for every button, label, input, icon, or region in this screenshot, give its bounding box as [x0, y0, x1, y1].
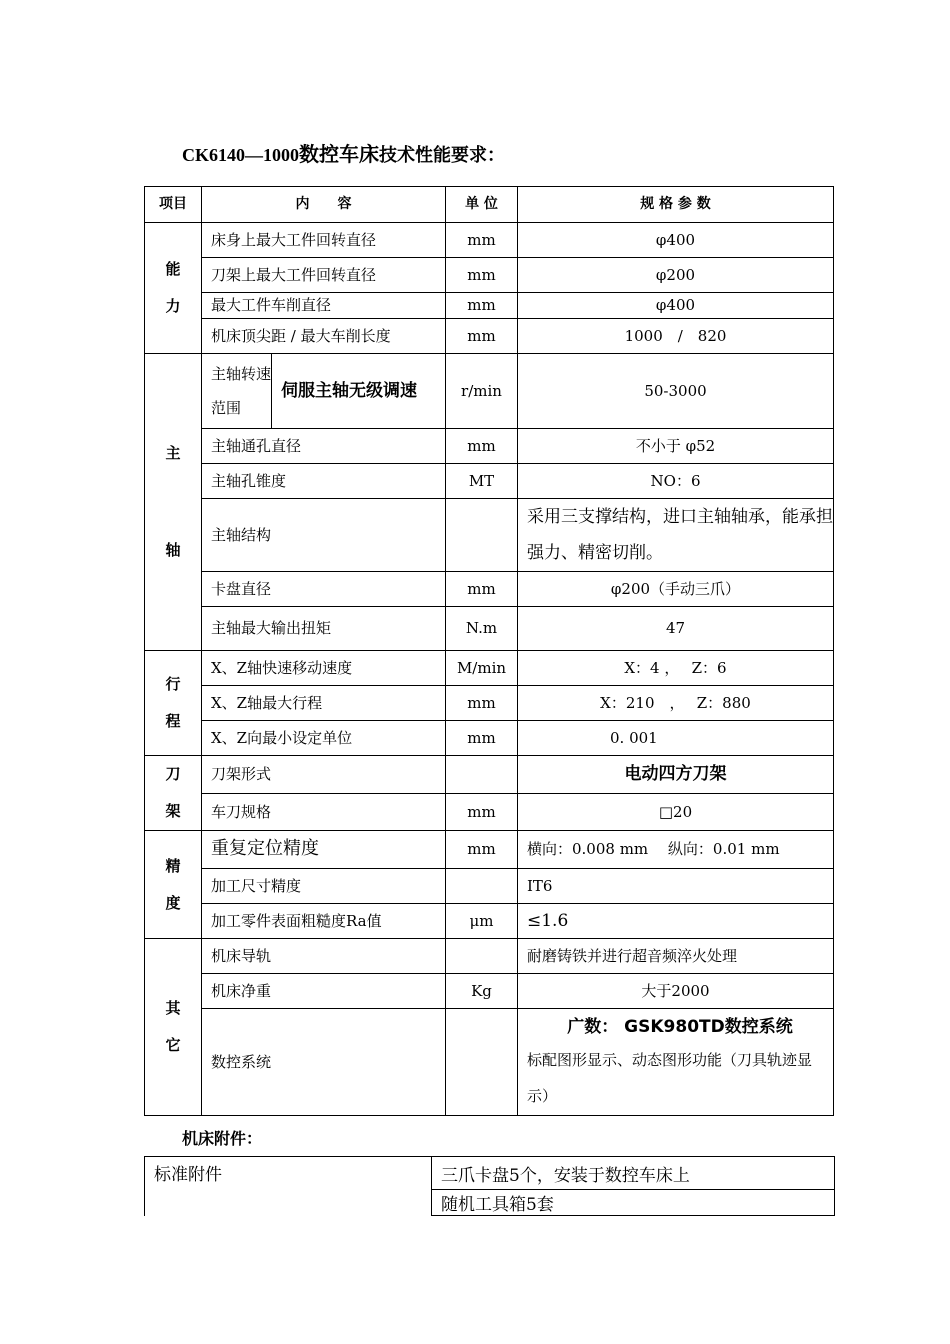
- row-unit: mm: [446, 721, 518, 756]
- group-label-capacity: 能 力: [145, 223, 202, 354]
- row-spec: □20: [518, 793, 834, 831]
- group-label-precision: 精 度: [145, 831, 202, 939]
- spindle-mode: 伺服主轴无级调速: [272, 354, 446, 429]
- row-spec: 电动四方刀架: [518, 756, 834, 794]
- row-unit: mm: [446, 572, 518, 607]
- row-content: 主轴结构: [202, 499, 446, 572]
- row-spec: IT6: [518, 869, 834, 904]
- spec-table: [144, 186, 834, 1116]
- row-content: X、Z向最小设定单位: [202, 721, 446, 756]
- table-row: [145, 572, 834, 607]
- table-row: [145, 1157, 835, 1190]
- group-label-spindle: 主 轴: [145, 354, 202, 651]
- row-content: 数控系统: [202, 1009, 446, 1116]
- table-row: [145, 869, 834, 904]
- table-row: [145, 429, 834, 464]
- row-unit: MT: [446, 464, 518, 499]
- table-row: [145, 831, 834, 869]
- cnc-spec-sub: 标配图形显示、动态图形功能（刀具轨迹显示）: [527, 1051, 813, 1105]
- row-spec: 50-3000: [518, 354, 834, 429]
- group-label-travel: 行 程: [145, 651, 202, 756]
- table-row: [145, 904, 834, 939]
- cnc-spec-cell: [518, 1009, 834, 1116]
- table-row: [145, 319, 834, 354]
- row-content: 刀架上最大工件回转直径: [202, 258, 446, 293]
- row-spec: ≤1.6: [518, 904, 834, 939]
- row-spec: 1000 / 820: [518, 319, 834, 354]
- accessories-title: 机床附件：: [182, 1129, 263, 1148]
- table-row: [145, 354, 834, 429]
- row-content: 主轴孔锥度: [202, 464, 446, 499]
- row-spec: 横向：0.008 mm 纵向：0.01 mm: [518, 831, 834, 869]
- row-content: X、Z轴最大行程: [202, 686, 446, 721]
- row-unit: μm: [446, 904, 518, 939]
- row-content: 加工尺寸精度: [202, 869, 446, 904]
- row-unit: mm: [446, 223, 518, 258]
- table-row: [145, 974, 834, 1009]
- accessories-table: [144, 1156, 835, 1216]
- table-row: [145, 464, 834, 499]
- table-row: [145, 721, 834, 756]
- row-unit: mm: [446, 319, 518, 354]
- row-unit: N.m: [446, 607, 518, 651]
- row-unit: mm: [446, 686, 518, 721]
- row-unit: Kg: [446, 974, 518, 1009]
- row-content: 机床导轨: [202, 939, 446, 974]
- row-spec: 耐磨铸铁并进行超音频淬火处理: [518, 939, 834, 974]
- table-row: [145, 756, 834, 794]
- row-spec: φ200（手动三爪）: [518, 572, 834, 607]
- row-content: 重复定位精度: [202, 831, 446, 869]
- row-spec: X：4 ， Z：6: [518, 651, 834, 686]
- row-unit: [446, 939, 518, 974]
- row-unit: mm: [446, 258, 518, 293]
- row-content: 卡盘直径: [202, 572, 446, 607]
- table-row: [145, 293, 834, 319]
- row-spec: φ400: [518, 293, 834, 319]
- table-row: [145, 793, 834, 831]
- table-row: [145, 607, 834, 651]
- row-content: 机床净重: [202, 974, 446, 1009]
- row-content: 车刀规格: [202, 793, 446, 831]
- table-row: [145, 651, 834, 686]
- row-spec: 采用三支撑结构，进口主轴轴承，能承担强力、精密切削。: [518, 499, 834, 572]
- row-spec: 不小于 φ52: [518, 429, 834, 464]
- row-unit: mm: [446, 793, 518, 831]
- row-spec: 0. 001: [518, 721, 834, 756]
- table-header-row: [145, 187, 834, 223]
- header-spec: 规 格 参 数: [518, 187, 834, 223]
- row-content: 主轴通孔直径: [202, 429, 446, 464]
- row-content: 刀架形式: [202, 756, 446, 794]
- row-unit: mm: [446, 429, 518, 464]
- page-title: [182, 138, 505, 167]
- table-row: [145, 939, 834, 974]
- row-unit: r/min: [446, 354, 518, 429]
- accessories-label: 标准附件: [145, 1157, 432, 1216]
- row-unit: [446, 499, 518, 572]
- row-content: 加工零件表面粗糙度Ra值: [202, 904, 446, 939]
- row-unit: [446, 756, 518, 794]
- cnc-spec-main: 广数： GSK980TD数控系统: [567, 1017, 793, 1037]
- table-row: [145, 686, 834, 721]
- row-content: X、Z轴快速移动速度: [202, 651, 446, 686]
- row-content: 主轴最大输出扭矩: [202, 607, 446, 651]
- row-content: 床身上最大工件回转直径: [202, 223, 446, 258]
- row-content: 机床顶尖距 / 最大车削长度: [202, 319, 446, 354]
- table-row: [145, 223, 834, 258]
- row-spec: φ200: [518, 258, 834, 293]
- row-unit: mm: [446, 293, 518, 319]
- title-main: 数控车床: [299, 144, 379, 166]
- group-label-tool: 刀 架: [145, 756, 202, 831]
- row-spec: X：210 ， Z：880: [518, 686, 834, 721]
- title-model: CK6140—1000: [182, 145, 299, 165]
- header-unit: 单 位: [446, 187, 518, 223]
- row-spec: NO：6: [518, 464, 834, 499]
- header-content: 内 容: [202, 187, 446, 223]
- table-row: [145, 258, 834, 293]
- row-content: 主轴转速范围: [202, 354, 272, 429]
- accessory-item: 随机工具箱5套: [432, 1190, 835, 1216]
- row-unit: [446, 1009, 518, 1116]
- header-item: 项目: [145, 187, 202, 223]
- table-row: [145, 499, 834, 572]
- group-label-other: 其 它: [145, 939, 202, 1116]
- row-spec: φ400: [518, 223, 834, 258]
- accessory-item: 三爪卡盘5个，安装于数控车床上: [432, 1157, 835, 1190]
- row-unit: M/min: [446, 651, 518, 686]
- row-spec: 大于2000: [518, 974, 834, 1009]
- row-unit: mm: [446, 831, 518, 869]
- title-rest: 技术性能要求：: [379, 145, 505, 165]
- row-content: 最大工件车削直径: [202, 293, 446, 319]
- row-spec: 47: [518, 607, 834, 651]
- row-unit: [446, 869, 518, 904]
- table-row: [145, 1009, 834, 1116]
